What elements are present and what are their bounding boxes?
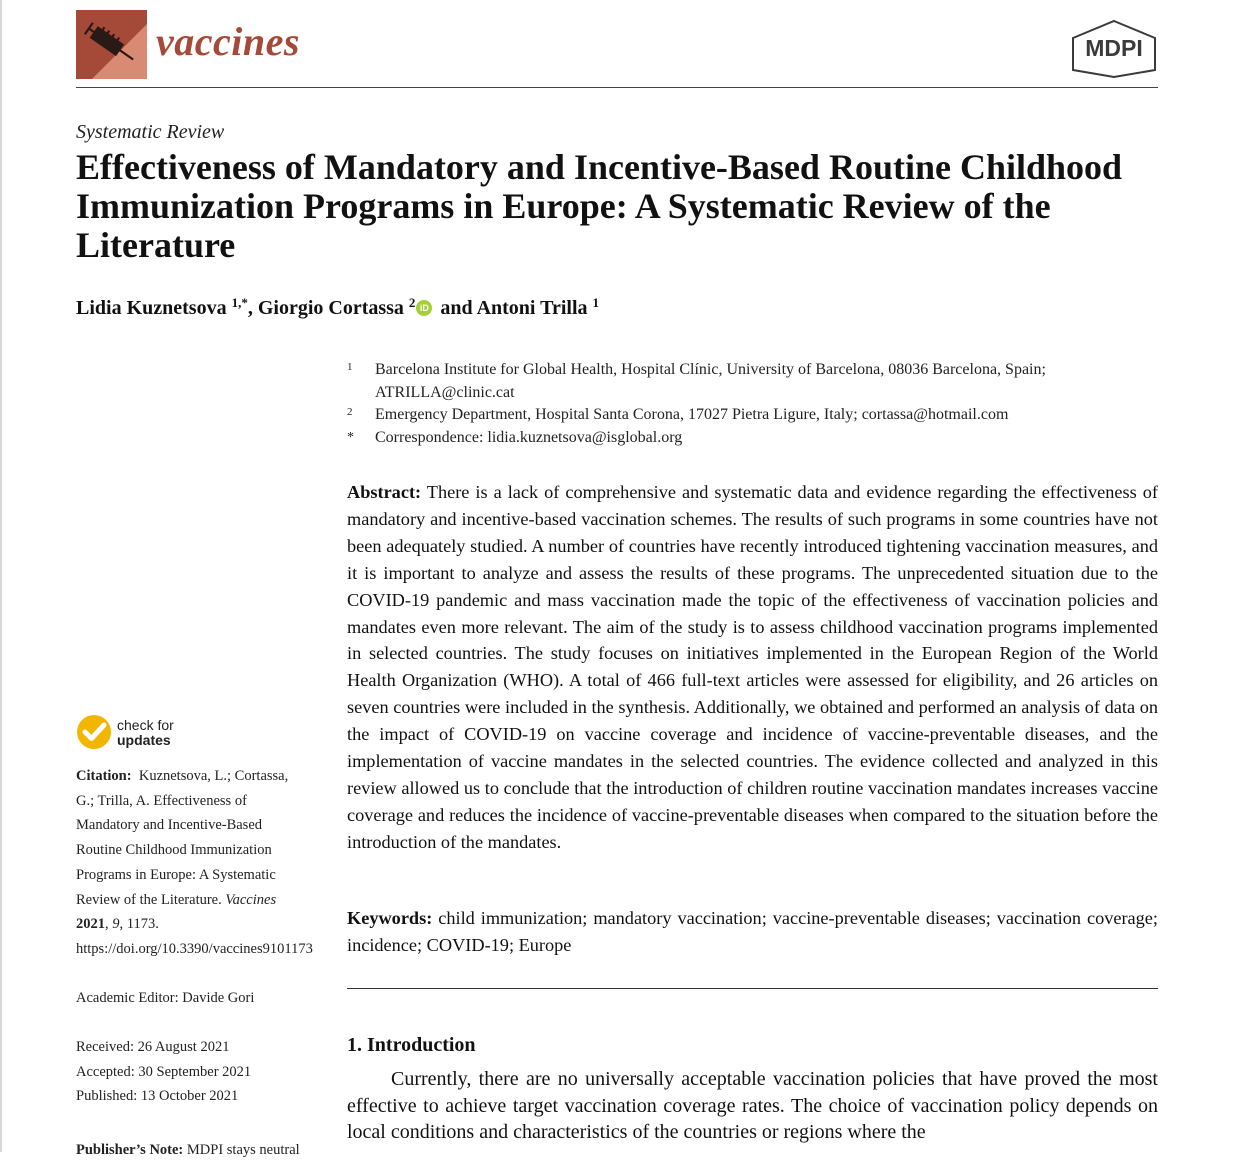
section-heading: 1. Introduction [347,1034,476,1056]
author-affiliation-mark: 2 [408,295,416,310]
journal-logo [76,10,147,79]
keywords [347,905,1158,959]
page-edge [0,0,2,1152]
affiliation-mark: 1 [347,361,353,373]
author-name: Antoni Trilla [476,297,588,319]
check-for-updates-badge[interactable] [76,714,276,754]
check-updates-label [117,718,174,748]
citation-journal: Vaccines [225,891,277,908]
orcid-icon[interactable]: iD [416,300,432,316]
affiliation-item [347,427,1147,450]
publisher-note-text: MDPI stays neutral [186,1142,300,1158]
affiliation-mark: * [347,429,354,445]
citation-year: 2021 [76,916,105,933]
citation-block: Citation: Kuznetsova, L.; Cortassa, G.; Trilla, A. Effectiveness of Mandatory and Incentive-Based Routine Childhood Immunization Programs in Europe: A Systematic Review of the Literature. Vaccines 2021, 9, 1173. https://doi.org/10.3390/vaccines9101173 [76,768,313,957]
journal-name: vaccines [156,19,300,64]
affiliations [347,359,1147,449]
academic-editor: Academic Editor: Davide Gori [76,990,255,1006]
author-affiliation-mark: 1 [592,295,600,310]
abstract-text: There is a lack of comprehensive and systematic data and evidence regarding the effectiveness of mandatory and incentive-based vaccination schemes. The results of such programs in some countries have not been adequately studied. A number of countries have recently introduced tightening vaccination measures, and it is important to analyze and assess the results of these programs. The unprecedented situation due to the COVID-19 pandemic and mass vaccination made the topic of the effectiveness of vaccination policies and mandates even more relevant. The aim of the study is to assess childhood vaccination programs implemented in selected countries. The study focuses on initiatives implemented in the European Region of the World Health Organization (WHO). A total of 466 full-text articles were assessed for eligibility, and 26 articles on seven countries were included in the synthesis. Additionally, we obtained and performed an analysis of data on the impact of COVID-19 on vaccine coverage and incidence of vaccine-preventable diseases, and the implementation of vaccine mandates in the selected countries. The evidence collected and analyzed in this review allowed us to conclude that the introduction of children routine vaccination mandates increases vaccine coverage and reduces the incidence of vaccine-preventable diseases when compared to the situation before the introduction of the mandates. [347,482,1158,852]
received-date: Received: 26 August 2021 [76,1039,230,1055]
author-separator: , [247,297,258,319]
affiliation-text: Barcelona Institute for Global Health, Hospital Clínic, University of Barcelona, 08036 Barcelona, Spain; ATRILLA@clinic.cat [375,361,1046,401]
author-name: Giorgio Cortassa [257,297,404,319]
mdpi-logo-text: MDPI [1085,35,1143,61]
affiliation-item [347,404,1147,427]
abstract-label: Abstract: [347,482,422,502]
keywords-label: Keywords: [347,908,433,928]
citation-volume: 9 [112,916,120,933]
mdpi-logo [1069,18,1159,80]
affiliation-mark: 2 [347,406,353,418]
citation-doi-link[interactable]: https://doi.org/10.3390/vaccines9101173 [76,940,313,957]
author-list [76,295,599,320]
author-separator: and [435,297,477,319]
check-updates-line2: updates [117,732,171,748]
article-type: Systematic Review [76,121,225,143]
published-date: Published: 13 October 2021 [76,1088,239,1105]
citation-label: Citation: [76,768,132,784]
citation-pages: 1173. [126,916,159,933]
accepted-date: Accepted: 30 September 2021 [76,1063,252,1080]
publisher-note [76,1138,316,1163]
correspondence-text: Correspondence: lidia.kuznetsova@isglobal.org [375,428,683,446]
section-divider [347,988,1158,989]
header-divider [76,87,1158,88]
check-updates-line1: check for [117,717,174,733]
publisher-note-label: Publisher’s Note: [76,1142,184,1158]
check-updates-icon [76,714,112,750]
author-affiliation-mark: 1,* [231,295,248,310]
affiliation-item [347,359,1147,404]
syringe-icon [76,10,147,79]
author-name: Lidia Kuznetsova [76,297,227,319]
article-title: Effectiveness of Mandatory and Incentive-Based Routine Childhood Immunization Programs in Europe: A Systematic Review of the Literature [76,147,1123,265]
introduction-paragraph: Currently, there are no universally acceptable vaccination policies that have proved the most effective to achieve target vaccination coverage rates. The choice of vaccination policy depends on local conditions and characteristics of the countries or regions where the [347,1068,1158,1143]
publication-dates [76,1035,316,1109]
citation-text: Kuznetsova, L.; Cortassa, G.; Trilla, A. Effectiveness of Mandatory and Incentive-Based Routine Childhood Immunization Programs in Europe: A Systematic Review of the Literature. [76,768,289,908]
keywords-text: child immunization; mandatory vaccination; vaccine-preventable diseases; vaccination coverage; incidence; COVID-19; Europe [347,908,1159,955]
affiliation-text: Emergency Department, Hospital Santa Corona, 17027 Pietra Ligure, Italy; cortassa@hotmail.com [375,406,1009,423]
abstract [347,479,1158,856]
